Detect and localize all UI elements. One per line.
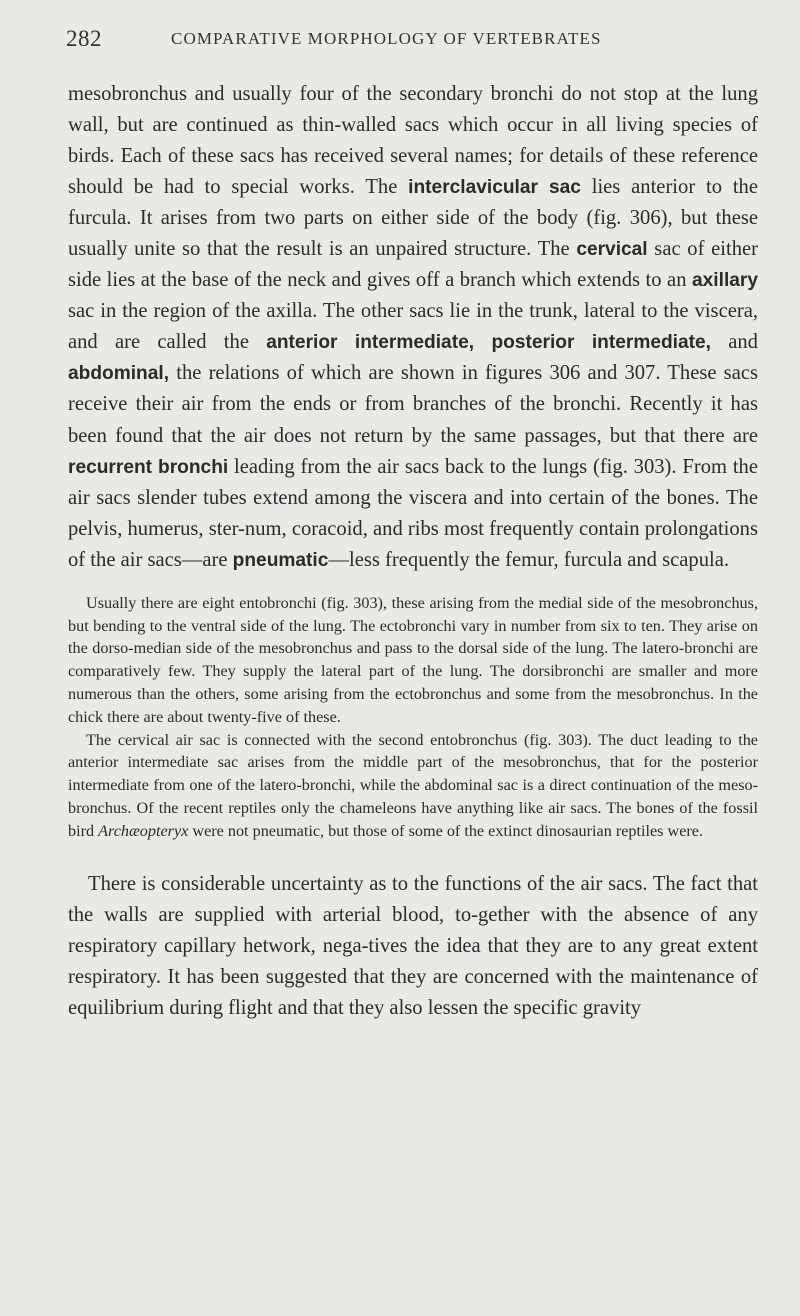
text-run: The cervical air sac is connected with the second entobronchus (fig. 303). The duct leading to the anterior intermediate sac arises from the middle part of the mesobronchus, that for the posterior intermediate from one of the latero-bronchi, while the abdominal sac is a direct continuation of the meso-bronchus. Of the recent reptiles only the chameleons have anything like air sacs. The bones of the fossil bird [68, 730, 758, 840]
small-print-bronchi: Usually there are eight entobronchi (fig. 303), these arising from the medial side of the mesobronchus, but bending to the ventral side of the lung. The ectobronchi vary in number from six to ten. They arise on the dorso-median side of the mesobronchus and pass to the dorsal side of the lung. The latero-bronchi are comparatively few. They supply the lateral part of the lung. The dorsibronchi are smaller and more numerous than the others, some arising from the ectobronchus and some from the mesobronchus. In the chick there are about twenty-five of these. [68, 593, 758, 726]
text-run: were not pneumatic, but those of some of the extinct dinosaurian reptiles were. [188, 821, 704, 840]
term-abdominal: abdominal, [68, 363, 170, 385]
term-interclavicular-sac: interclavicular sac [408, 177, 581, 199]
term-pneumatic: pneumatic [232, 549, 329, 571]
text-run: sac of either side lies at the base of the neck and gives off a branch which extends to an [68, 238, 758, 292]
term-archaeopteryx: Archæopteryx [98, 821, 189, 840]
text-run: sac in the region of the axilla. The other sacs lie in the trunk, lateral to the viscera, and are called the [68, 300, 758, 354]
text-run: —less frequently the femur, furcula and scapula. [328, 548, 730, 571]
text-run: the relations of which are shown in figures 306 and 307. These sacs receive their air from the ends or from branches of the bronchi. Recently it has been found that the air does not return by the same passages, but that there are [68, 362, 758, 447]
text-run: leading from the air sacs back to the lungs (fig. 303). From the air sacs slender tubes extend among the viscera and into certain of the bones. The pelvis, humerus, ster-num, coracoid, and ribs most frequently contain prolongations of the air sacs—are [68, 455, 758, 571]
term-axillary-sac: axillary [692, 270, 758, 292]
running-title: COMPARATIVE MORPHOLOGY OF VERTEBRATES [171, 29, 602, 48]
text-run: and [710, 331, 758, 354]
paragraph-air-sac-functions: There is considerable uncertainty as to the functions of the air sacs. The fact that the walls are supplied with arterial blood, to-gether with the absence of any respiratory capillary hetwork, nega-tives the idea that they are to any great extent respiratory. It has been suggested that they are concerned with the maintenance of equilibrium during flight and that they also lessen the specific gravity [68, 872, 758, 1019]
small-print-air-sac-ducts [68, 729, 758, 843]
text-run: mesobronchus and usually four of the secondary bronchi do not stop at the lung wall, but are continued as thin-walled sacs which occur in all living species of birds. Each of these sacs has received several names; for details of these reference should be had to special works. The [68, 83, 758, 199]
text-run: lies anterior to the furcula. It arises from two parts on either side of the body (fig. 306), but these usually unite so that the result is an unpaired structure. The [68, 176, 758, 261]
term-recurrent-bronchi: recurrent bronchi [68, 456, 229, 478]
term-cervical: cervical [576, 239, 648, 261]
page-number: 282 [66, 26, 102, 51]
page-header [68, 26, 758, 56]
term-intermediate-sacs: anterior intermediate, posterior intermediate, [266, 332, 711, 354]
paragraph-air-sacs [68, 79, 758, 576]
body-text [68, 79, 758, 1024]
